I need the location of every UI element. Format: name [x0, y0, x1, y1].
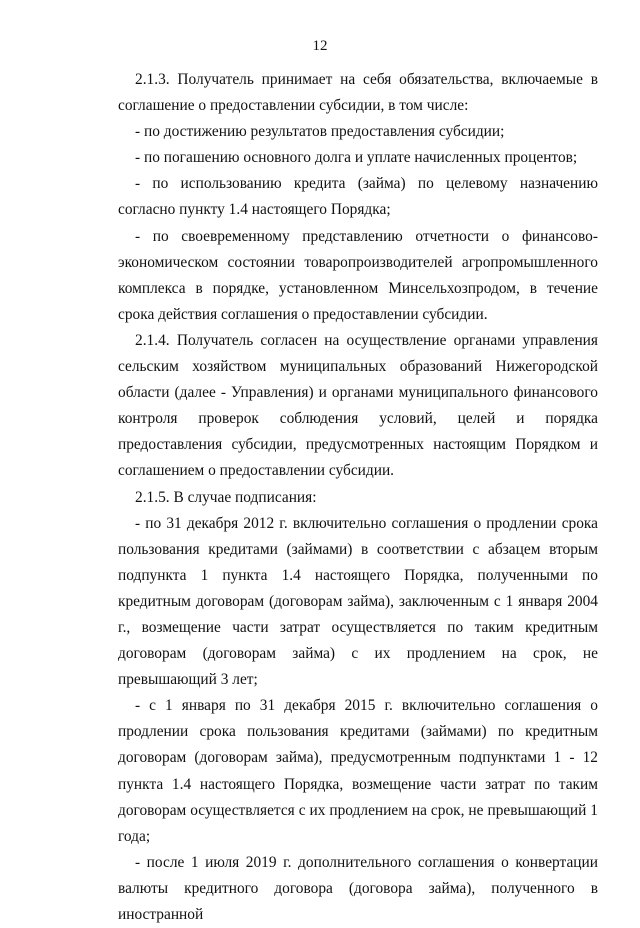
document-body: [118, 67, 598, 928]
list-item-results: - по достижению результатов предоставления субсидии;: [135, 123, 505, 141]
list-item-2019: - после 1 июля 2019 г. дополнительного соглашения о конвертации валюты кредитного договора (договора займа), полученного в иностранной: [118, 853, 598, 923]
paragraph-2-1-4: 2.1.4. Получатель согласен на осуществление органами управления сельским хозяйством муниципальных образований Нижегородской области (далее - Управления) и органами муниципального финансового контроля проверок соблюдения условий, целей и порядка предоставления субсидии, предусмотренных настоящим Порядком и соглашением о предоставлении субсидии.: [118, 331, 598, 480]
list-item-credit-usage: - по использованию кредита (займа) по целевому назначению согласно пункту 1.4 настоящего Порядка;: [118, 175, 598, 219]
page-number: 12: [312, 38, 328, 54]
list-item-2012: - по 31 декабря 2012 г. включительно соглашения о продлении срока пользования кредитами (займами) в соответствии с абзацем вторым подпункта 1 пункта 1.4 настоящего Порядка, полученными по кредитным договорам (договорам займа), заключенным с 1 января 2004 г., возмещение части затрат осуществляется по таким кредитным договорам (договорам займа) с их продлением на срок, не превышающий 3 лет;: [118, 514, 598, 689]
paragraph-2-1-5: 2.1.5. В случае подписания:: [135, 488, 317, 506]
paragraph-2-1-3: 2.1.3. Получатель принимает на себя обязательства, включаемые в соглашение о предоставлении субсидии, в том числе:: [118, 71, 598, 115]
list-item-reporting: - по своевременному представлению отчетности о финансово-экономическом состоянии товаропроизводителей агропромышленного комплекса в порядке, установленном Минсельхозпродом, в течение срока действия соглашения о предоставлении субсидии.: [118, 227, 598, 323]
list-item-debt-repayment: - по погашению основного долга и уплате начисленных процентов;: [135, 149, 578, 167]
list-item-2015: - с 1 января по 31 декабря 2015 г. включительно соглашения о продлении срока пользования кредитами (займами) по кредитным договорам (договорам займа), предусмотренным подпунктами 1 - 12 пункта 1.4 настоящего Порядка, возмещение части затрат по таким договорам осуществляется с их продлением на срок, не превышающий 1 года;: [118, 697, 598, 845]
